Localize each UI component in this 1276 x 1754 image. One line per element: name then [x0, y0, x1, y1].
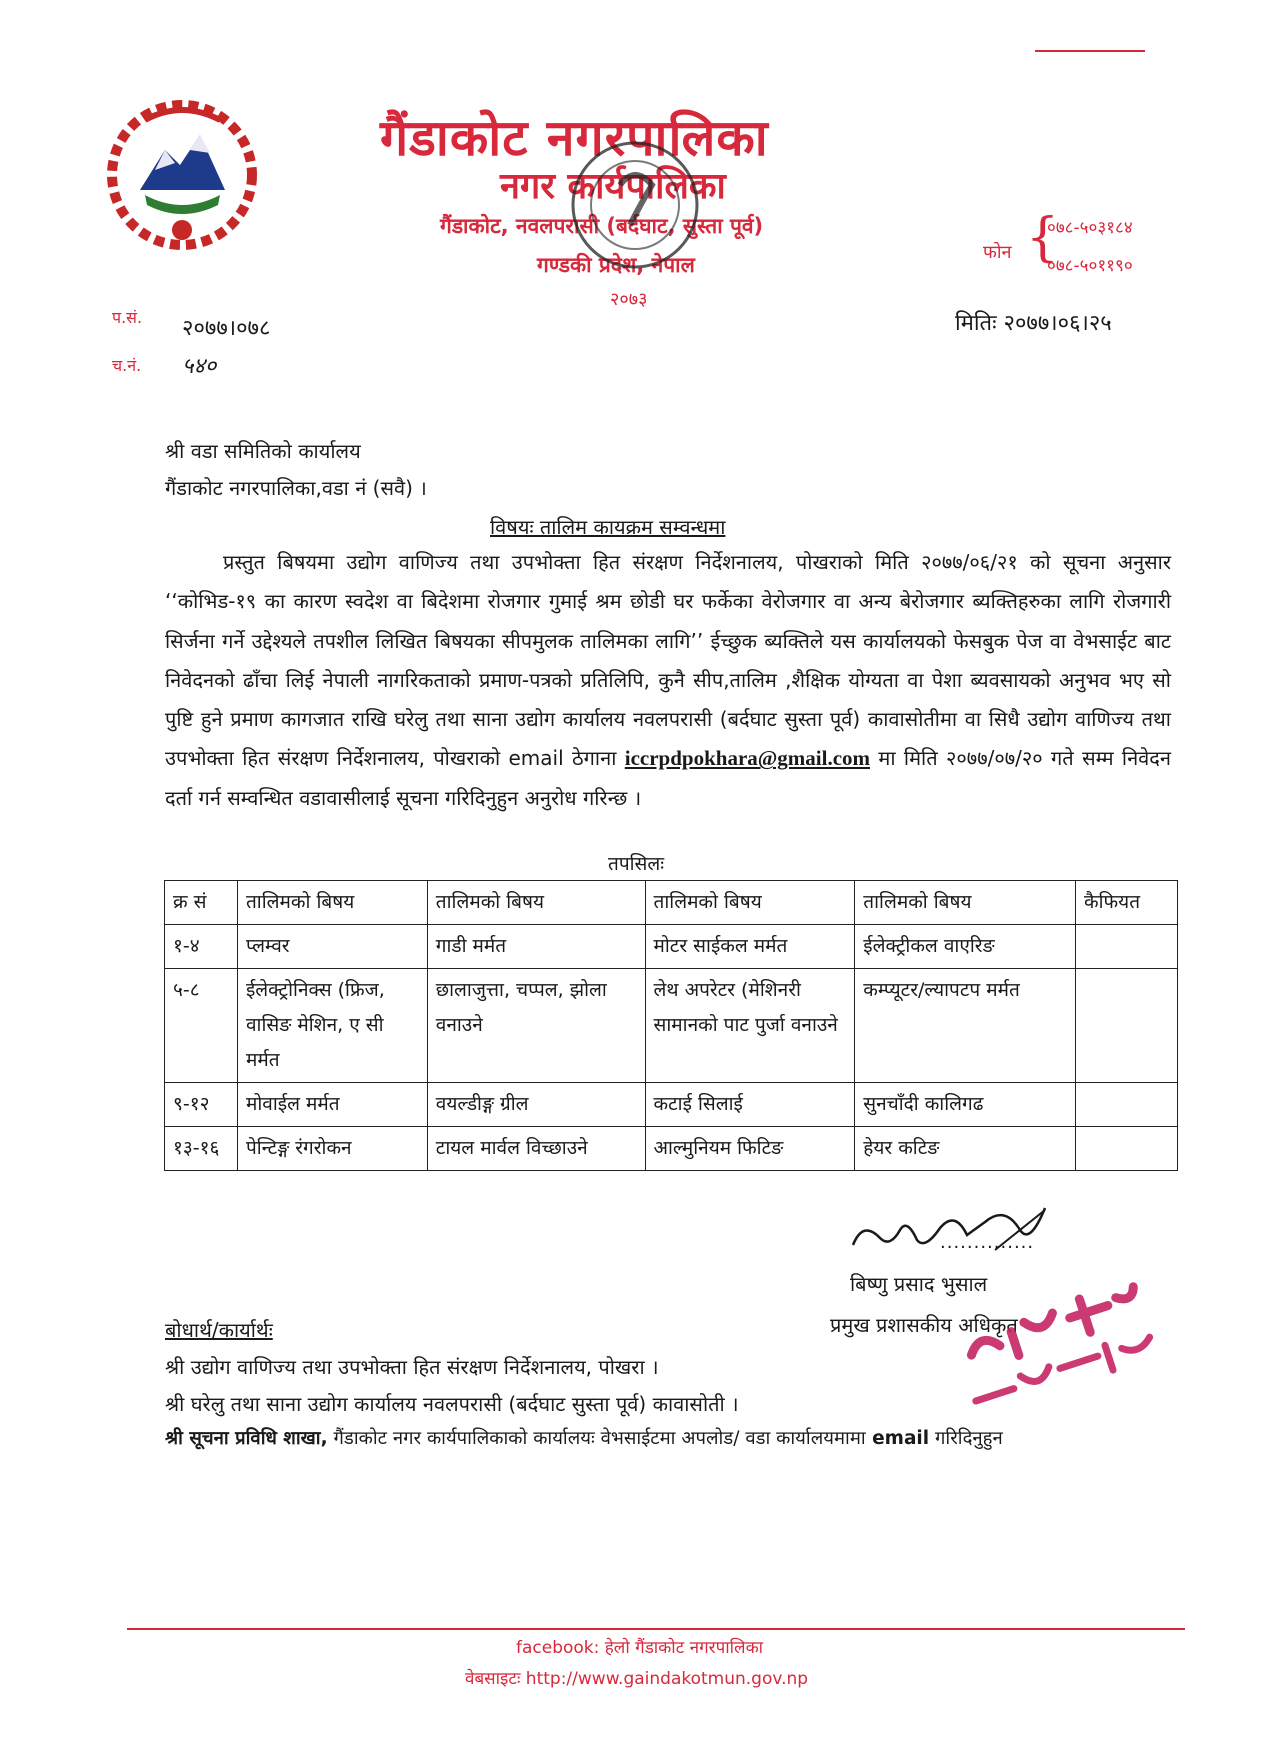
cc-line-3-text: गैंडाकोट नगर कार्यपालिकाको कार्यालयः वेभसाईटमा अपलोड/ वडा कार्यालयमामा: [327, 1428, 866, 1449]
email-label: email ठेगाना: [500, 746, 625, 771]
table-row: [165, 1127, 1178, 1171]
signatory-title: प्रमुख प्रशासकीय अधिकृत: [830, 1313, 1018, 1337]
table-row: [165, 969, 1178, 1083]
cc-line-2: श्री घरेलु तथा साना उद्योग कार्यालय नवलपरासी (बर्दघाट सुस्ता पूर्व) कावासोती ।: [165, 1392, 739, 1416]
cc-line-3: [165, 1425, 1003, 1450]
footer-red-rule: [127, 1628, 1185, 1630]
letter-date: मितिः २०७७।०६।२५: [955, 311, 1112, 336]
phone-number-2: ०७८-५०११९०: [1047, 256, 1133, 276]
phone-label: फोन: [983, 242, 1012, 263]
table-cell: [1076, 925, 1178, 969]
recipient-line-2: गैंडाकोट नगरपालिका,वडा नं (सवै) ।: [165, 476, 427, 500]
table-cell: [1076, 969, 1178, 1083]
chalani-number-value: ५४०: [182, 354, 217, 379]
table-cell: गाडी मर्मत: [427, 925, 645, 969]
table-cell: १३-१६: [165, 1127, 238, 1171]
cc-line-3-office: श्री सूचना प्रविधि शाखा,: [165, 1428, 328, 1449]
table-cell: मोवाईल मर्मत: [237, 1083, 427, 1127]
table-cell: ईलेक्ट्रोनिक्स (फ्रिज, वासिङ मेशिन, ए सी मर्मत: [237, 969, 427, 1083]
office-province: गण्डकी प्रदेश, नेपाल: [537, 253, 695, 277]
column-header: तालिमको बिषय: [427, 881, 645, 925]
body-text-part-1: प्रस्तुत बिषयमा उद्योग वाणिज्य तथा उपभोक्ता हित संरक्षण निर्देशनालय, पोखराको मिति २०७७/०६/२१ को सूचना अनुसार ‘‘कोभिड-१९ का कारण स्वदेश वा बिदेशमा रोजगार गुमाई श्रम छोडी घर फर्केका वेरोजगार वा अन्य बेरोजगार ब्यक्तिहरुका लागि रोजगारी सिर्जना गर्ने उद्देश्यले तपशील लिखित बिषयका सीपमुलक तालिमका लागि’’ ईच्छुक ब्यक्तिले यस कार्यालयको फेसबुक पेज वा वेभसाईट बाट निवेदनको ढाँचा लिई नेपाली नागरिकताको प्रमाण-पत्रको प्रतिलिपि, कुनै सीप,तालिम ,शैक्षिक योग्यता वा पेशा ब्यवसायको अनुभव भए सो पुष्टि हुने प्रमाण कागजात राखि घरेलु तथा साना उद्योग कार्यालय नवलपरासी (बर्दघाट सुस्ता पूर्व) कावासोतीमा वा सिधै उद्योग वाणिज्य तथा उपभोक्ता हित संरक्षण निर्देशनालय, पोखराको: [165, 550, 1171, 771]
table-heading: तपसिलः: [608, 853, 665, 875]
signatory-name: बिष्णु प्रसाद भुसाल: [850, 1272, 988, 1296]
letter-subject: विषयः तालिम कायक्रम सम्वन्धमा: [490, 515, 726, 539]
cc-line-1: श्री उद्योग वाणिज्य तथा उपभोक्ता हित संरक्षण निर्देशनालय, पोखरा ।: [165, 1355, 659, 1379]
column-header: कैफियत: [1076, 881, 1178, 925]
patra-sankhya-label: प.सं.: [112, 308, 143, 327]
table-cell: ५-८: [165, 969, 238, 1083]
column-header: तालिमको बिषय: [855, 881, 1076, 925]
table-cell: पेन्टिङ्ग रंगरोकन: [237, 1127, 427, 1171]
office-subtitle: नगर कार्यपालिका: [500, 166, 726, 207]
table-cell: १-४: [165, 925, 238, 969]
table-cell: टायल मार्वल विच्छाउने: [427, 1127, 645, 1171]
official-name-stamp: [940, 1270, 1160, 1405]
cc-line-3-email: email: [865, 1428, 930, 1449]
table-cell: ९-१२: [165, 1083, 238, 1127]
chalani-number-label: च.नं.: [112, 356, 142, 375]
email-address-link[interactable]: iccrpdpokhara@gmail.com: [624, 746, 871, 771]
column-header: तालिमको बिषय: [237, 881, 427, 925]
table-cell: आल्मुनियम फिटिङ: [645, 1127, 855, 1171]
footer-website-link[interactable]: वेबसाइटः http://www.gaindakotmun.gov.np: [465, 1669, 809, 1689]
office-seal-icon: [560, 130, 710, 280]
body-paragraph: [165, 543, 1171, 818]
table-cell: ईलेक्ट्रीकल वाएरिङ: [855, 925, 1076, 969]
body-text-part-2: मा मिति २०७७/०७/२० गते सम्म निवेदन दर्ता गर्न सम्वन्धित वडावासीलाई सूचना गरिदिनुहुन अनुरोध गरिन्छ ।: [165, 746, 1172, 810]
table-row: [165, 925, 1178, 969]
office-address: गैंडाकोट, नवलपरासी (बर्दघाट, सुस्ता पूर्व): [440, 214, 764, 238]
table-cell: मोटर साईकल मर्मत: [645, 925, 855, 969]
nepal-emblem-icon: [100, 95, 265, 255]
established-year: २०७३: [610, 289, 648, 310]
recipient-line-1: श्री वडा समितिको कार्यालय: [165, 439, 361, 463]
footer-facebook[interactable]: facebook: हेलो गैंडाकोट नगरपालिका: [516, 1638, 764, 1658]
top-red-rule: [1035, 50, 1145, 52]
table-cell: कम्प्यूटर/ल्यापटप मर्मत: [855, 969, 1076, 1083]
table-cell: कटाई सिलाई: [645, 1083, 855, 1127]
training-schedule-table: [164, 880, 1178, 1171]
table-cell: छालाजुत्ता, चप्पल, झोला वनाउने: [427, 969, 645, 1083]
patra-sankhya-value: २०७७।०७८: [182, 316, 271, 341]
table-cell: सुनचाँदी कालिगढ: [855, 1083, 1076, 1127]
cc-line-3-end: गरिदिनुहुन: [929, 1428, 1003, 1449]
table-cell: [1076, 1127, 1178, 1171]
table-cell: प्लम्वर: [237, 925, 427, 969]
table-row: [165, 1083, 1178, 1127]
column-header: क्र सं: [165, 881, 238, 925]
table-header-row: [165, 881, 1178, 925]
municipality-title: गैंडाकोट नगरपालिका: [380, 109, 769, 167]
table-cell: हेयर कटिङ: [855, 1127, 1076, 1171]
phone-brace: {: [1026, 208, 1060, 268]
phone-number-1: ०७८-५०३१८४: [1047, 218, 1133, 238]
table-cell: वयल्डीङ्ग ग्रील: [427, 1083, 645, 1127]
column-header: तालिमको बिषय: [645, 881, 855, 925]
table-cell: [1076, 1083, 1178, 1127]
signature-line: ..............: [940, 1232, 1035, 1253]
cc-heading: बोधार्थ/कार्यार्थः: [165, 1318, 273, 1342]
table-cell: लेथ अपरेटर (मेशिनरी सामानको पाट पुर्जा वनाउने: [645, 969, 855, 1083]
